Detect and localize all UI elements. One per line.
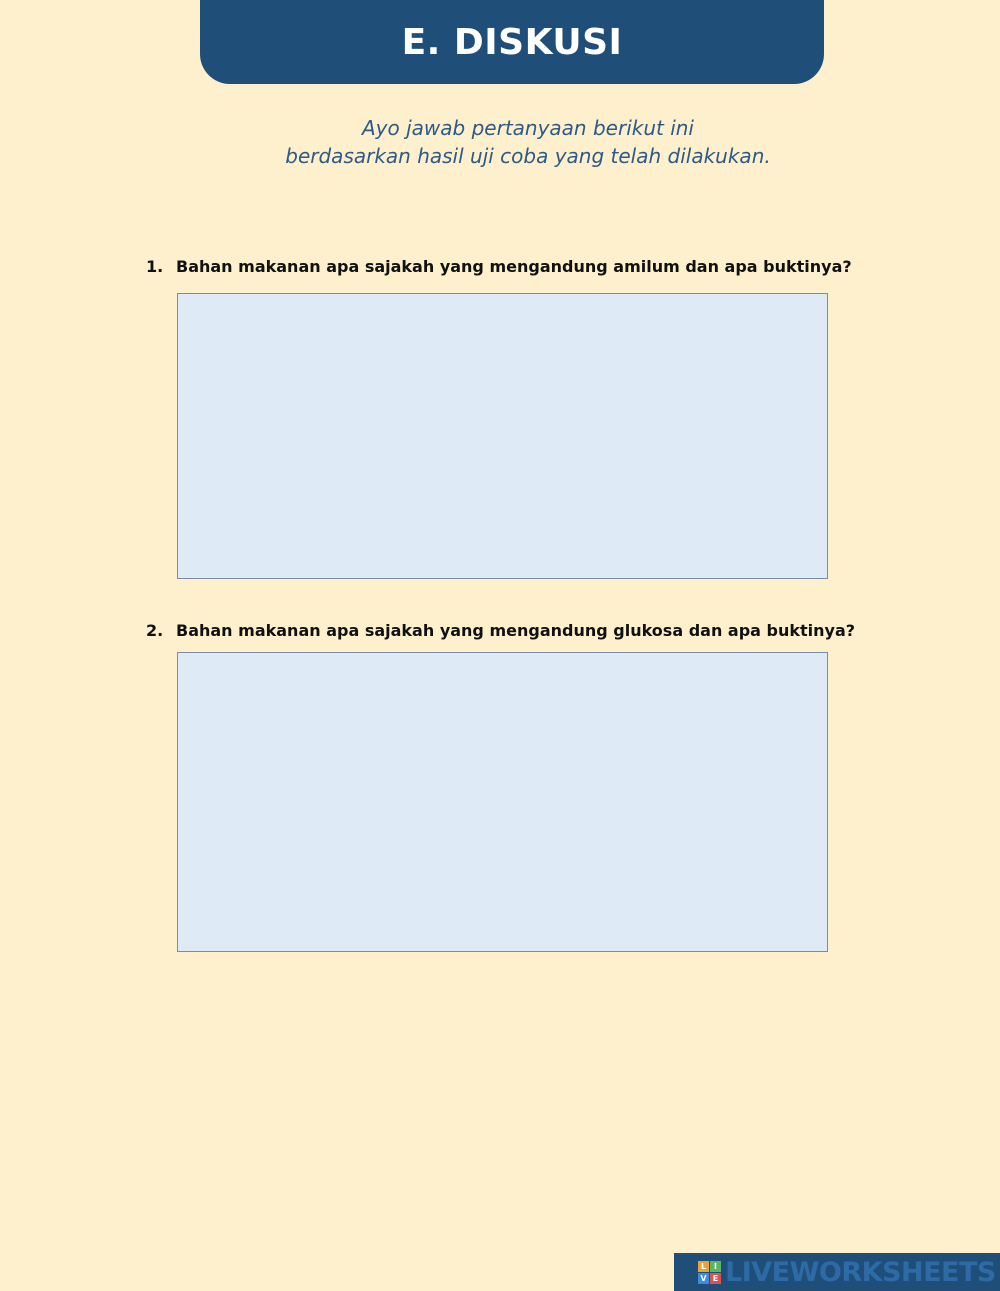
question-number: 2.	[146, 621, 164, 640]
liveworksheets-label: LIVEWORKSHEETS	[725, 1256, 996, 1288]
question-1	[146, 257, 852, 276]
liveworksheets-logo-icon	[698, 1261, 721, 1284]
question-text: Bahan makanan apa sajakah yang mengandung amilum dan apa buktinya?	[176, 257, 852, 276]
logo-letter: V	[698, 1273, 709, 1284]
instructions-line-1: Ayo jawab pertanyaan berikut ini	[362, 116, 694, 140]
question-text: Bahan makanan apa sajakah yang mengandung glukosa dan apa buktinya?	[176, 621, 856, 640]
answer-box-1[interactable]	[177, 293, 828, 579]
liveworksheets-banner[interactable]	[674, 1253, 1000, 1291]
logo-letter: I	[710, 1261, 721, 1272]
logo-letter: E	[710, 1273, 721, 1284]
answer-box-2[interactable]	[177, 652, 828, 952]
page-title: E. DISKUSI	[401, 21, 623, 63]
logo-letter: L	[698, 1261, 709, 1272]
instructions	[0, 114, 1000, 170]
section-header	[200, 0, 824, 84]
question-2	[146, 621, 855, 640]
instructions-line-2: berdasarkan hasil uji coba yang telah dilakukan.	[285, 144, 771, 168]
question-number: 1.	[146, 257, 164, 276]
